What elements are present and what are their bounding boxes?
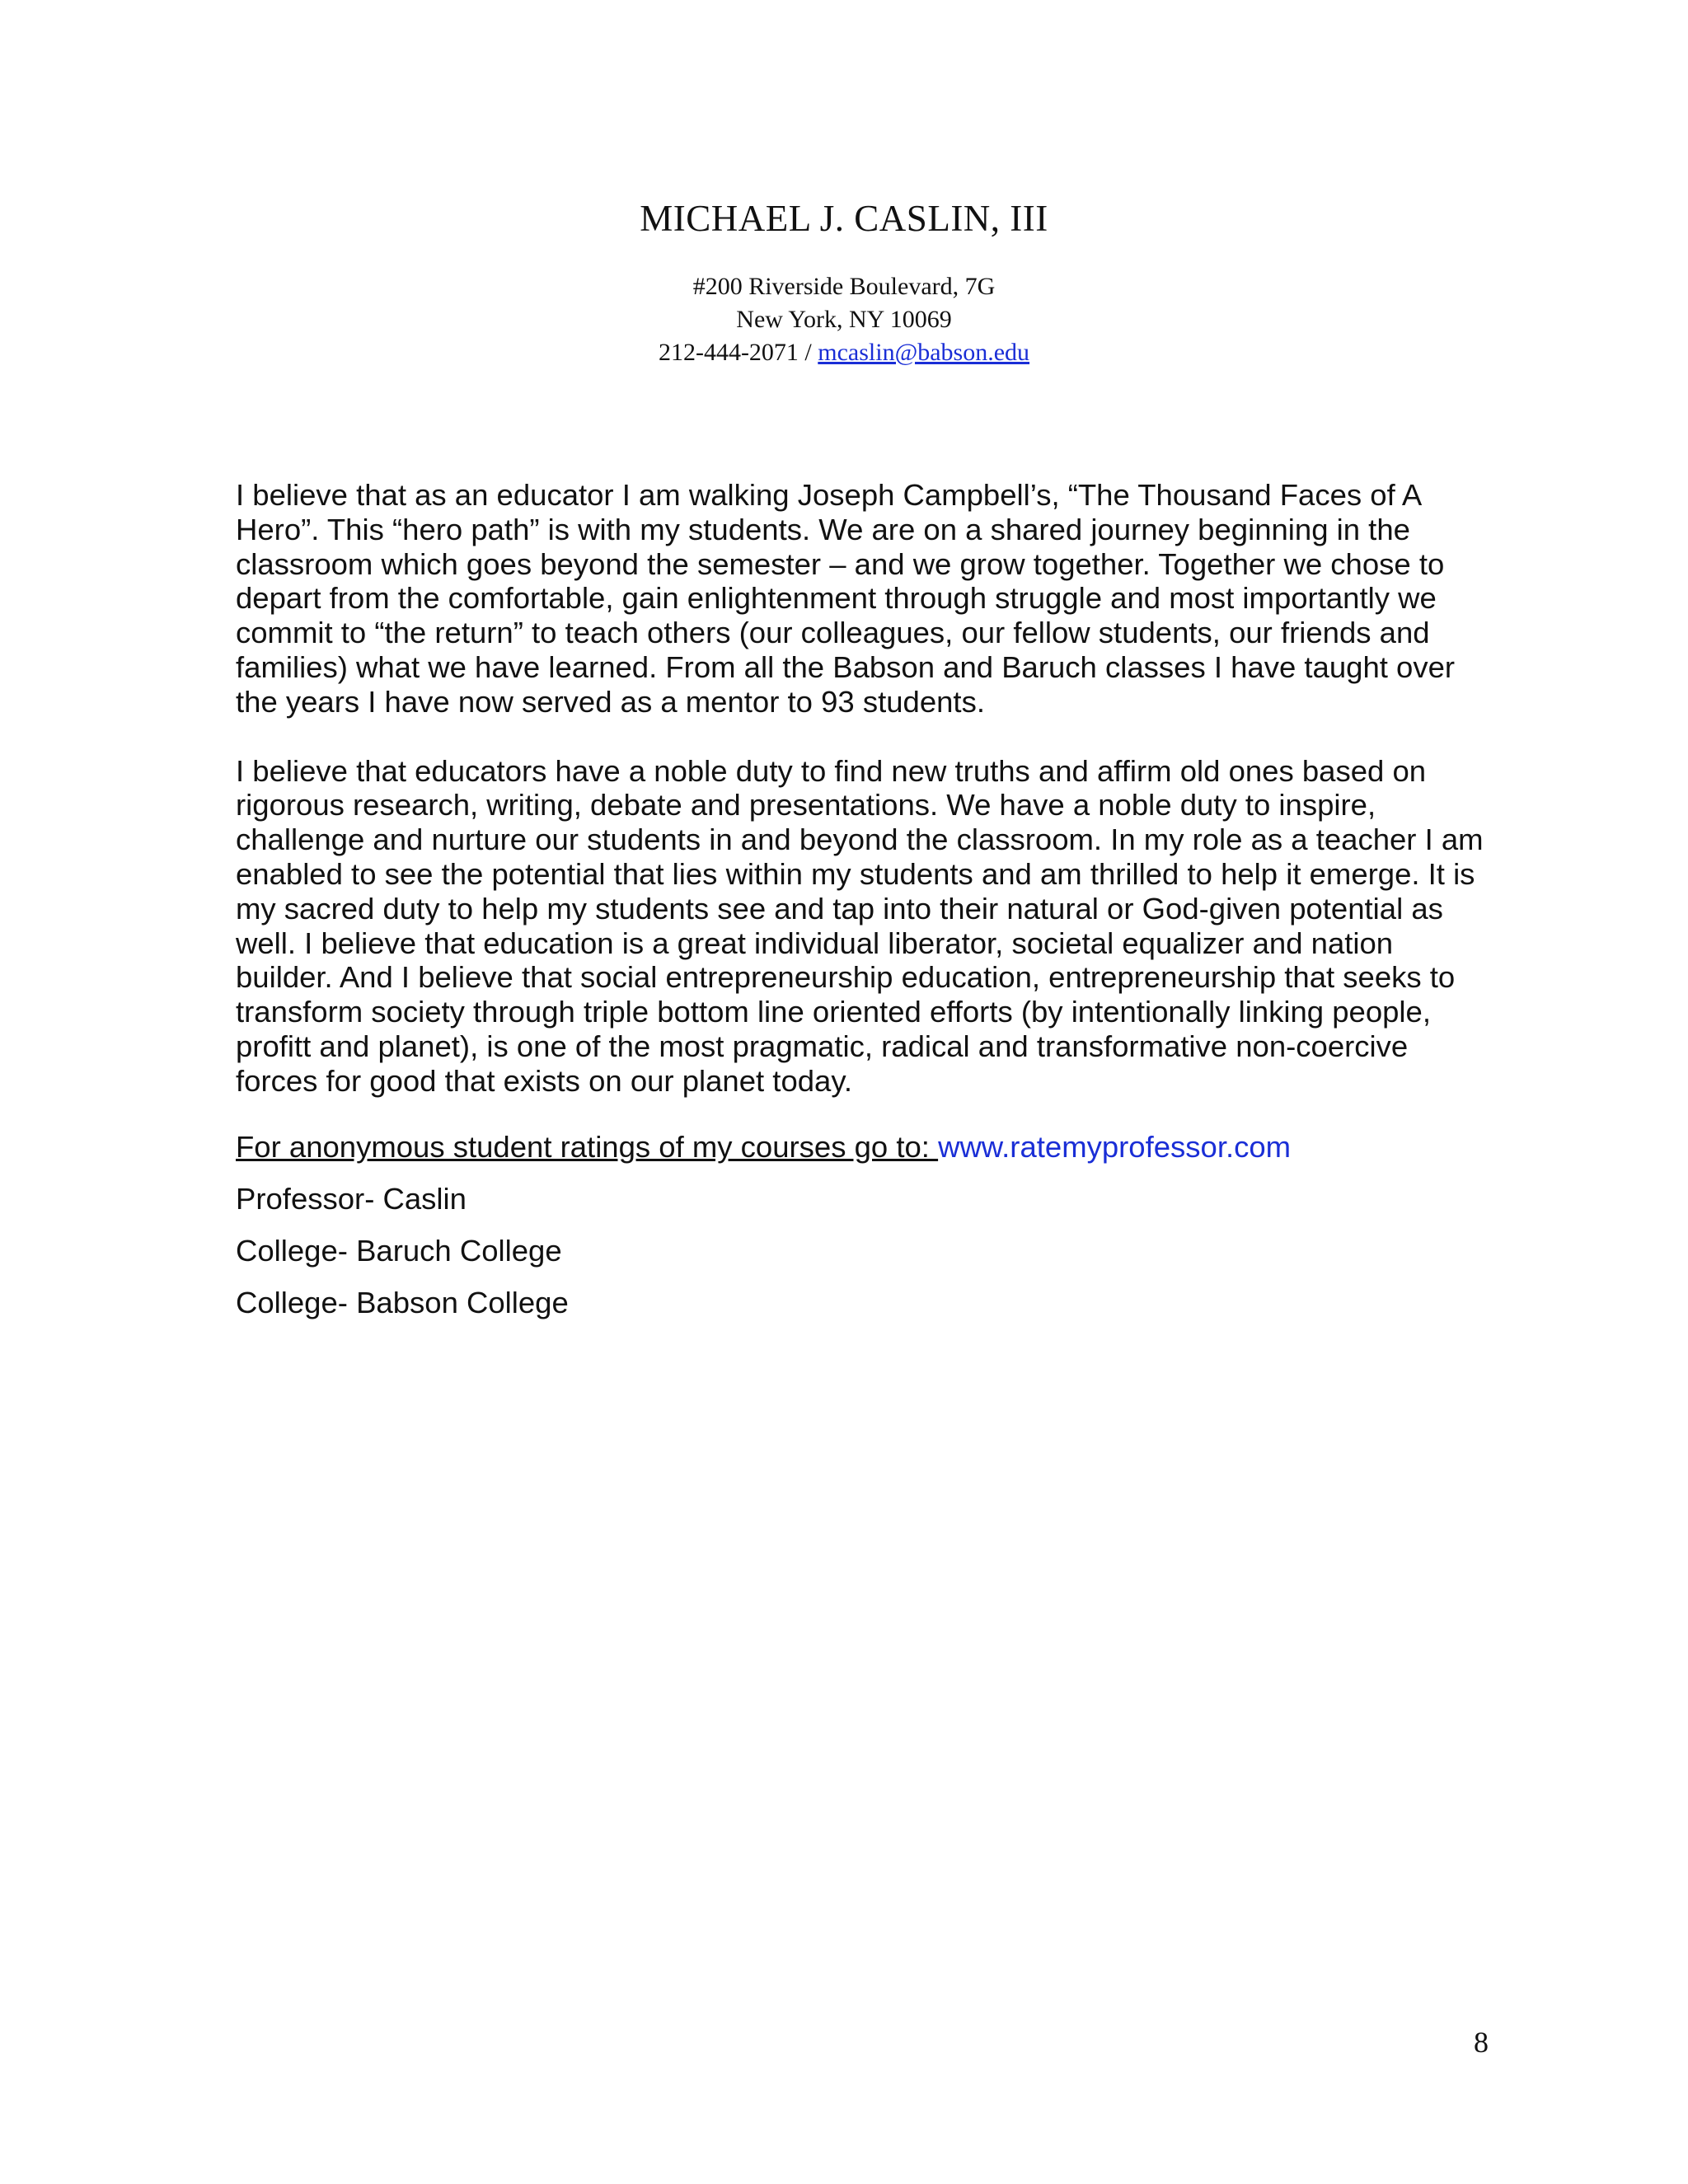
phone-email-line <box>0 336 1688 369</box>
letterhead <box>0 196 1688 369</box>
college-babson-line: College- Babson College <box>236 1286 569 1319</box>
address-line-2: New York, NY 10069 <box>736 306 952 333</box>
paragraph-hero-path: I believe that as an educator I am walking Joseph Campbell’s, “The Thousand Faces of A Hero”. This “hero path” is with my students. We are on a shared journey beginning in the classroom which goes beyond the semester – and we grow together. Together we chose to depart from the comfortable, gain enlightenment through struggle and most importantly we commit to “the return” to teach others (our colleagues, our fellow students, our friends and families) what we have learned. From all the Babson and Baruch classes I have taught over the years I have now served as a mentor to 93 students. <box>236 478 1456 719</box>
ratemyprofessor-link[interactable]: www.ratemyprofessor.com <box>938 1130 1292 1164</box>
email-link[interactable]: mcaslin@babson.edu <box>818 339 1030 366</box>
ratings-section <box>236 1129 1554 1337</box>
paragraph-noble-duty: I believe that educators have a noble duty to find new truths and affirm old ones based on rigorous research, writing, debate and presentations. We have a noble duty to inspire, challenge and nurture our students in and beyond the classroom. In my role as a teacher I am enabled to see the potential that lies within my students and am thrilled to help it emerge. It is my sacred duty to help my students see and tap into their natural or God-given potential as well. I believe that education is a great individual liberator, societal equalizer and nation builder. And I believe that social entrepreneurship education, entrepreneurship that seeks to transform society through triple bottom line oriented efforts (by intentionally linking people, profitt and planet), is one of the most pragmatic, radical and transformative non-coercive forces for good that exists on our planet today. <box>236 753 1484 1098</box>
ratings-line <box>236 1129 1554 1165</box>
college-baruch-line: College- Baruch College <box>236 1234 562 1268</box>
philosophy-statement <box>236 478 1489 1099</box>
author-name: MICHAEL J. CASLIN, III <box>640 198 1048 239</box>
address-line-1: #200 Riverside Boulevard, 7G <box>692 273 996 300</box>
phone-number: 212-444-2071 / <box>658 339 818 366</box>
contact-block <box>0 270 1688 369</box>
page-number: 8 <box>1474 2026 1489 2059</box>
ratings-intro: For anonymous student ratings of my courses go to: <box>236 1130 939 1164</box>
professor-line: Professor- Caslin <box>236 1182 467 1216</box>
